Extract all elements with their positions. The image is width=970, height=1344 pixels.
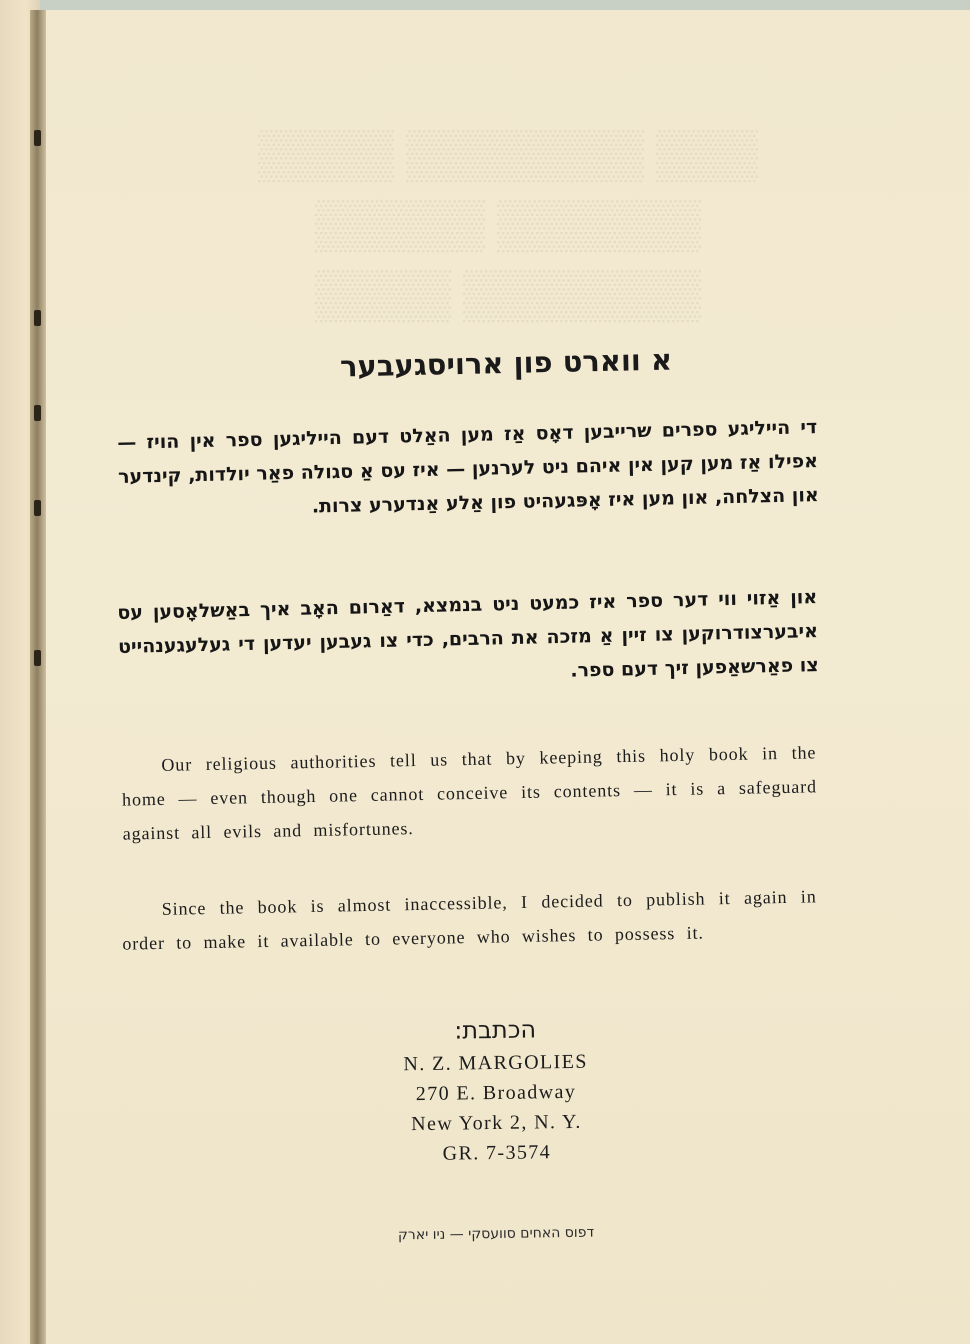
english-paragraph: Since the book is almost inaccessible, I decided to publish it again in order to make it available to everyone who wishes to possess it. bbox=[122, 886, 817, 954]
binding-stitch bbox=[34, 130, 41, 146]
address-name: N. Z. MARGOLIES bbox=[403, 1050, 588, 1076]
binding-stitch bbox=[34, 650, 41, 666]
address-heading: הכתבת: bbox=[454, 1015, 537, 1045]
page-top-edge bbox=[40, 0, 970, 10]
printer-credit: דפוס האחים סוועסקי — ניו יארק bbox=[397, 1224, 595, 1244]
address-street: 270 E. Broadway bbox=[415, 1080, 577, 1106]
address-phone: GR. 7-3574 bbox=[442, 1141, 552, 1165]
hebrew-paragraph: און אַזוי ווי דער ספר איז כמעט ניט בנמצא, דאַרום האָב איך באַשלאָסען עס איבערצודרוקען צו זיין אַ מזכה את הרבים, כדי צו געבען יעדען די געלעגענהייט צו פאַרשאַפען זיך דעם ספר. bbox=[117, 586, 819, 682]
binding-stitch bbox=[34, 310, 41, 326]
address-city: New York 2, N. Y. bbox=[411, 1110, 582, 1136]
book-spine bbox=[30, 10, 46, 1344]
binding-stitch bbox=[34, 405, 41, 421]
english-paragraph: Our religious authorities tell us that by keeping this holy book in the home — even though one cannot conceive its contents — it is a safeguard against all evils and misfortunes. bbox=[121, 742, 818, 844]
book-page bbox=[46, 0, 970, 1344]
show-through-text: ▒▒▒▒ ▒▒▒▒▒▒▒ ▒▒▒ ▒▒▒▒▒ ▒▒▒▒▒▒ ▒▒▒▒ ▒▒▒▒▒▒▒ bbox=[257, 128, 759, 321]
hebrew-paragraph: די הייליגע ספרים שרייבען דאָס אַז מען האַלט דעם הייליגען ספר אין הויז — אפילו אַז מען קען אין איהם ניט לערנען — איז עס אַ סגולה פאַר יולדות, קינדער און הצלחה, און מען איז אָפּגעהיט פון אַלע אַנדערע צרות. bbox=[117, 416, 819, 518]
publisher-address bbox=[305, 1009, 687, 1170]
binding-stitch bbox=[34, 500, 41, 516]
page-title: א ווארט פון ארויסגעבער bbox=[339, 342, 673, 384]
